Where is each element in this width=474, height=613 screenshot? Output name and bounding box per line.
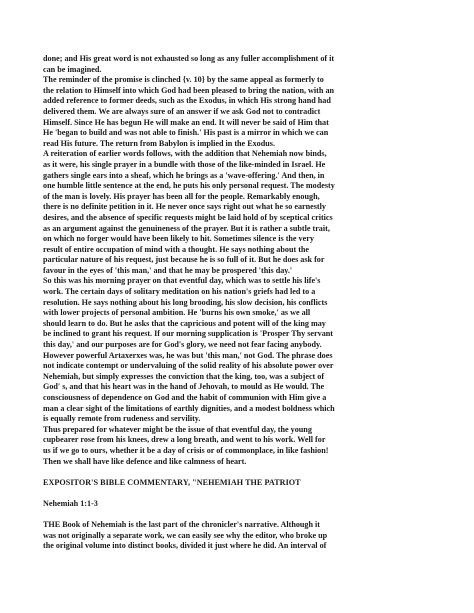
book-introduction (43, 520, 441, 552)
text-line: consciousness of dependence on God and the habit of communion with Him give a (43, 393, 327, 402)
text-line: However powerful Artaxerxes was, he was but 'this man,' not God. The phrase does (43, 350, 333, 360)
paragraph-gap (43, 510, 441, 521)
text-line: us if we go to ours, whether it be a day of crisis or of commonplace, in like fashion! (43, 445, 329, 455)
text-line: cupbearer rose from his knees, drew a long breath, and went to his work. Well for (43, 435, 326, 445)
text-line: not indicate contempt or undervaluing of the solid reality of his absolute power over (43, 361, 334, 371)
text-line: done; and His great word is not exhausted so long as any fuller accomplishment of it (43, 54, 335, 63)
text-line: THE Book of Nehemiah is the last part of the chronicler's narrative. Although it (43, 520, 320, 530)
text-line: gathers single ears into a sheaf, which he brings as a 'wave-offering.' And then, in (43, 170, 325, 180)
text-line: Then we shall have like defence and like calmness of heart. (43, 456, 247, 466)
text-line: favour in the eyes of 'this man,' and that he may be prospered 'this day.' (43, 265, 293, 275)
text-line: resolution. He says nothing about his long brooding, his slow decision, his conflicts (43, 297, 328, 307)
text-line: as it were, his single prayer in a bundle with those of the like-minded in Israel. He (43, 159, 326, 169)
text-line: the original volume into distinct books, divided it just where he did. An interval of (43, 541, 327, 551)
text-line: there is no definite petition in it. He never once says right out what he so earnestly (43, 202, 326, 212)
text-line: can be imagined. (43, 64, 102, 74)
text-line: added reference to former deeds, such as the Exodus, in which His strong hand had (43, 96, 331, 106)
text-line: is equally remote from rudeness and servility. (43, 414, 201, 424)
text-line: one humble little sentence at the end, he puts his only personal request. The modesty (43, 181, 335, 191)
text-line: with lower projects of personal ambition. He 'burns his own smoke,' as we all (43, 308, 311, 318)
text-line: the relation to Himself into which God had been pleased to bring the nation, with an (43, 85, 335, 95)
text-line: particular nature of his request, just because he is so full of it. But he does ask for (43, 255, 325, 265)
text-line: this day,' and our purposes are for God's glory, we need not fear facing anybody. (43, 340, 322, 350)
text-line: Nehemiah, but simply expresses the conviction that the king, too, was a subject of (43, 371, 325, 381)
text-line: desires, and the absence of specific requests might be laid hold of by sceptical critics (43, 212, 333, 222)
text-line: man a clear sight of the limitations of earthly dignities, and a modest boldness which (43, 403, 335, 413)
text-line: be inclined to grant his request. If our morning supplication is 'Prosper Thy servant (43, 329, 333, 339)
scripture-reference: Nehemiah 1:1-3 (43, 498, 98, 508)
text-line: as an argument against the genuineness of the prayer. But it is rather a subtle trait, (43, 223, 330, 233)
paragraph-gap (43, 488, 441, 499)
text-line: on which no forger would have been likely to hit. Sometimes silence is the very (43, 234, 314, 244)
text-line: Thus prepared for whatever might be the issue of that eventful day, the young (43, 424, 312, 434)
text-line: A reiteration of earlier words follows, with the addition that Nehemiah now binds, (43, 149, 327, 159)
text-line: should learn to do. But he asks that the capricious and potent will of the king may (43, 318, 326, 328)
section-heading: EXPOSITOR'S BIBLE COMMENTARY, "NEHEMIAH THE PATRIOT (43, 477, 301, 487)
text-line: was not originally a separate work, we can easily see why the editor, who broke up (43, 530, 328, 540)
text-line: The reminder of the promise is clinched {v. 10} by the same appeal as formerly to (43, 75, 324, 85)
text-line: So this was his morning prayer on that eventful day, which was to settle his life's (43, 276, 321, 286)
text-line: He 'began to build and was not able to finish.' His past is a mirror in which we can (43, 128, 329, 138)
text-line: result of entire occupation of mind with a thought. He says nothing about the (43, 244, 310, 254)
text-line: God' s, and that his heart was in the hand of Jehovah, to mould as He would. The (43, 382, 325, 392)
commentary-body (43, 54, 441, 467)
text-line: delivered them. We are always sure of an answer if we ask God not to contradict (43, 106, 321, 116)
text-line: Himself. Since He has begun He will make an end. It will never be said of Him that (43, 117, 329, 127)
document-text (43, 54, 441, 552)
paragraph-gap (43, 467, 441, 478)
text-line: read His future. The return from Babylon is implied in the Exodus. (43, 138, 275, 148)
text-line: work. The certain days of solitary meditation on his nation's griefs had led to a (43, 287, 316, 297)
text-line: of the man is lovely. His prayer has been all for the people. Remarkably enough, (43, 191, 320, 201)
